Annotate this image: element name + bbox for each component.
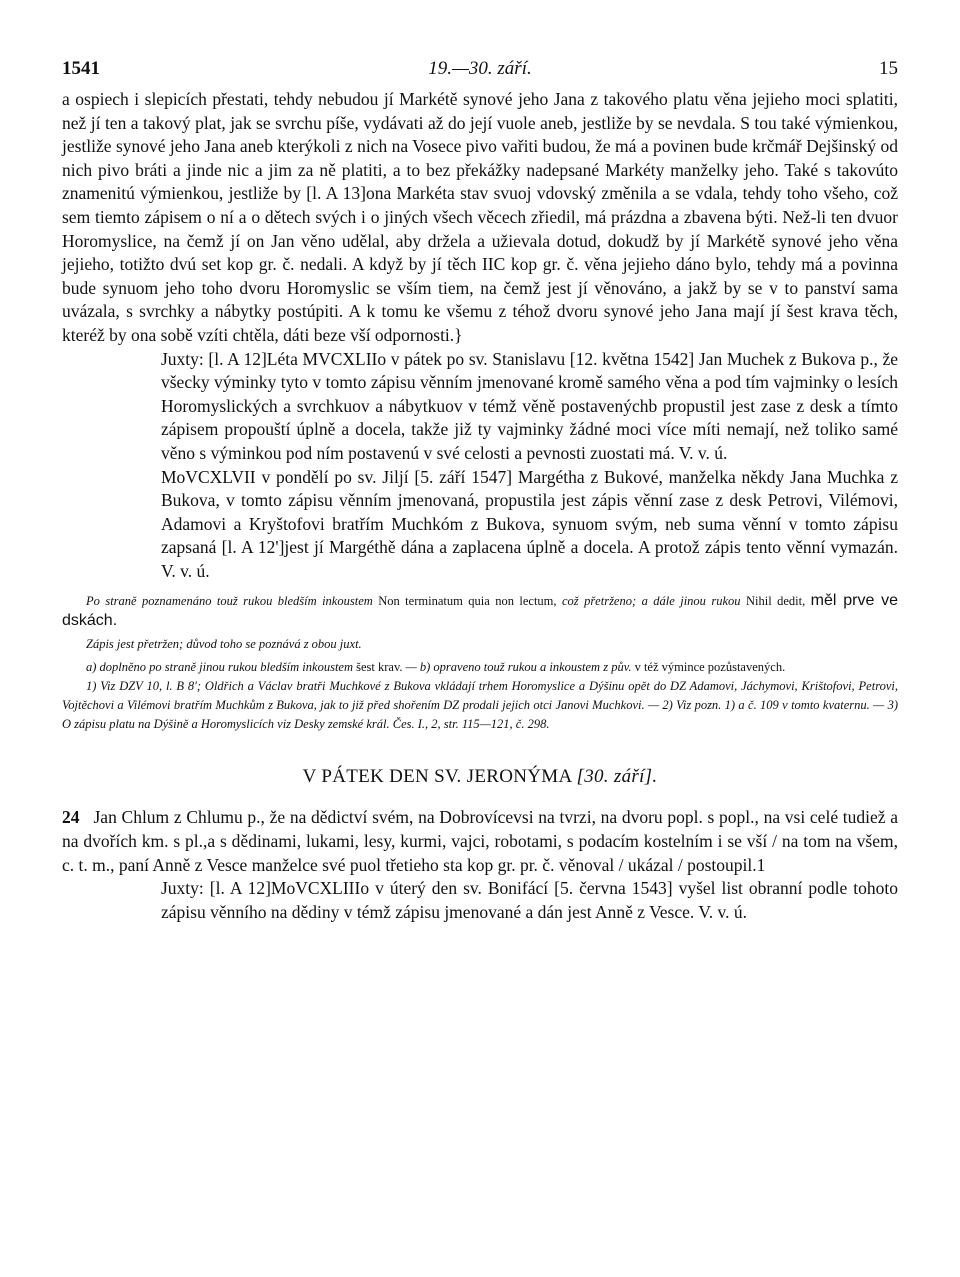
note-2-italic: Zápis jest přetržen; důvod toho se poznává z obou juxt.: [86, 637, 362, 652]
footnotes-text: 1) Viz DZV 10, l. B 8'; Oldřich a Václav bratři Muchkové z Bukova vkládají trhem Horomyslice a Dýšinu opět do DZ Adamovi, Jáchymovi, Krištofovi, Petrovi, Vojtěchovi a Vilémovi bratřím Muchkům z Bukova, jak to již před shořením DZ prodali jejich otci Janovi Muchkovi. — 2) Viz pozn. 1) a č. 109 v tomto kvaternu. — 3) O zápisu platu na Dýšině a Horomyslicích viz Desky zemské král. Čes. I., 2, str. 115—121, č. 298.: [62, 679, 898, 732]
note-1-italic: Po straně poznamenáno touž rukou bledším inkoustem: [86, 594, 373, 609]
note-2: [62, 635, 898, 654]
section-title-plain: V PÁTEK DEN SV. JERONÝMA: [302, 766, 572, 788]
footnotes: [62, 677, 898, 734]
section-title-date: [30. září].: [576, 766, 658, 788]
page-header: [62, 58, 898, 88]
paragraph-juxta-2: MoVCXLVII v pondělí po sv. Jiljí [5. září 1547] Margétha z Bukové, manželka někdy Jana Muchka z Bukova, v tomto zápisu věnním jmenovaná, propustila jest zápis věnní zase z desk Petrovi, Vilémovi, Adamovi a Kryštofovi bratřím Muchkóm z Bukova, synuom svým, neb suma věnní v tomto zápisu zapsaná [l. A 12']jest jí Margéthě dána a zaplacena úplně a docela. A protož zápis tento věnní vymazán. V. v. ú.: [161, 466, 898, 581]
note-3-b-italic: — b) opraveno touž rukou a inkoustem z pův.: [405, 660, 632, 675]
paragraph-1: a ospiech i slepicích přestati, tehdy nebudou jí Markétě synové jeho Jana z takového platu věna jejieho moci splatiti, než jí ten a takový plat, jak se svrchu píše, vydávati až do její vuole aneb, jestliže by se nevdala. S tou také výmienkou, jestliže synové jeho Jana aneb kterýkoli z nich na Vosece pivo vařiti budou, že má a povinen bude krčmář Dejšinský od nich pivo bráti a jinde nic a jim za ně platiti, a to bez překážky nadepsané Markéty manželky jeho. Také s takovúto znamenitú výmienkou, jestliže by [l. A 13]ona Markéta stav svuoj vdovský změnila a se vdala, tehdy toho všeho, což sem tiemto zápisem o ní a o dětech svých i o jiných všech věcech zřiedil, má prázdna a zbavena býti. Než-li ten dvuor Horomyslice, na čemž jí on Jan věno udělal, aby držela a užievala dotud, dokudž by jí Markétě synové jeho věna jejieho, totižto dvú set kop gr. č. nedali. A když by jí těch IIC kop gr. č. věna jejieho dáno bylo, tehdy má a povinna bude synuom jeho toho dvoru Horomyslic se vším tiem, na čemž jest jí věnováno, a jakž by se v to panství sama uvázala, s svrchky a nábytky postúpiti. A k tomu ke všemu z téhož dvoru synové jeho Jana mají jí šest krava těch, kteréž by ona sobě vzíti chtěla, dáti beze vší odpornosti.}: [62, 89, 898, 345]
note-1: [62, 591, 898, 631]
note-1-text-2: Nihil dedit,: [745, 594, 806, 609]
note-3-a-text: šest krav.: [356, 660, 403, 675]
page-number: 15: [879, 58, 898, 79]
document-page: [62, 58, 898, 924]
note-3: [62, 658, 898, 677]
section-title: [62, 766, 898, 788]
note-1-text: Non terminatum quia non lectum,: [378, 594, 557, 609]
editorial-notes: [62, 591, 898, 734]
header-year: 1541: [62, 58, 100, 79]
note-3-b-text: v též výmince pozůstavených.: [634, 660, 786, 675]
note-3-a-italic: a) doplněno po straně jinou rukou bledším inkoustem: [86, 660, 353, 675]
note-1-italic-2: což přetrženo; a dále jinou rukou: [561, 594, 741, 609]
entry-juxta: Juxty: [l. A 12]MoVCXLIIIo v úterý den sv. Bonifácí [5. června 1543] vyšel list obranní podle tohoto zápisu věnního na dědiny v témž zápisu jmenované a dán jest Anně z Vesce. V. v. ú.: [161, 878, 898, 922]
paragraph-juxta-1: Juxty: [l. A 12]Léta MVCXLIIo v pátek po sv. Stanislavu [12. května 1542] Jan Muchek z Bukova p., že všecky výminky tyto v tomto zápisu věnním jmenované kromě samého věna a pod tím vajminky o lesích Horomyslických a svrchkuov a nábytkuov v témž věně postavenýchb propustil jest zase z desk a tímto zápisem propouští úplně a docela, takže již ty vajminky žádné moci více míti nemají, než toliko samé věno s výminkou pod ním postavenú v své celosti a pevnosti zuostati má. V. v. ú.: [161, 348, 898, 463]
header-date-range: 19.—30. září.: [428, 58, 532, 79]
entry-number: 24: [62, 807, 80, 828]
entry-24: [62, 806, 898, 877]
note-1-large: měl prve ve dskách.: [62, 592, 898, 630]
entry-text: Jan Chlum z Chlumu p., že na dědictví svém, na Dobrovícevsi na tvrzi, na dvoru popl. s popl., na vsi celé tudiež a na dvořích km. s pl.,a s dědinami, lukami, lesy, kurmi, vajci, robotami, s podacím kostelním i se vší / na tom na všem, c. t. m., paní Anně z Vesce manželce své puol třetieho sta kop gr. pr. č. věnoval / ukázal / postoupil.1: [62, 807, 898, 875]
